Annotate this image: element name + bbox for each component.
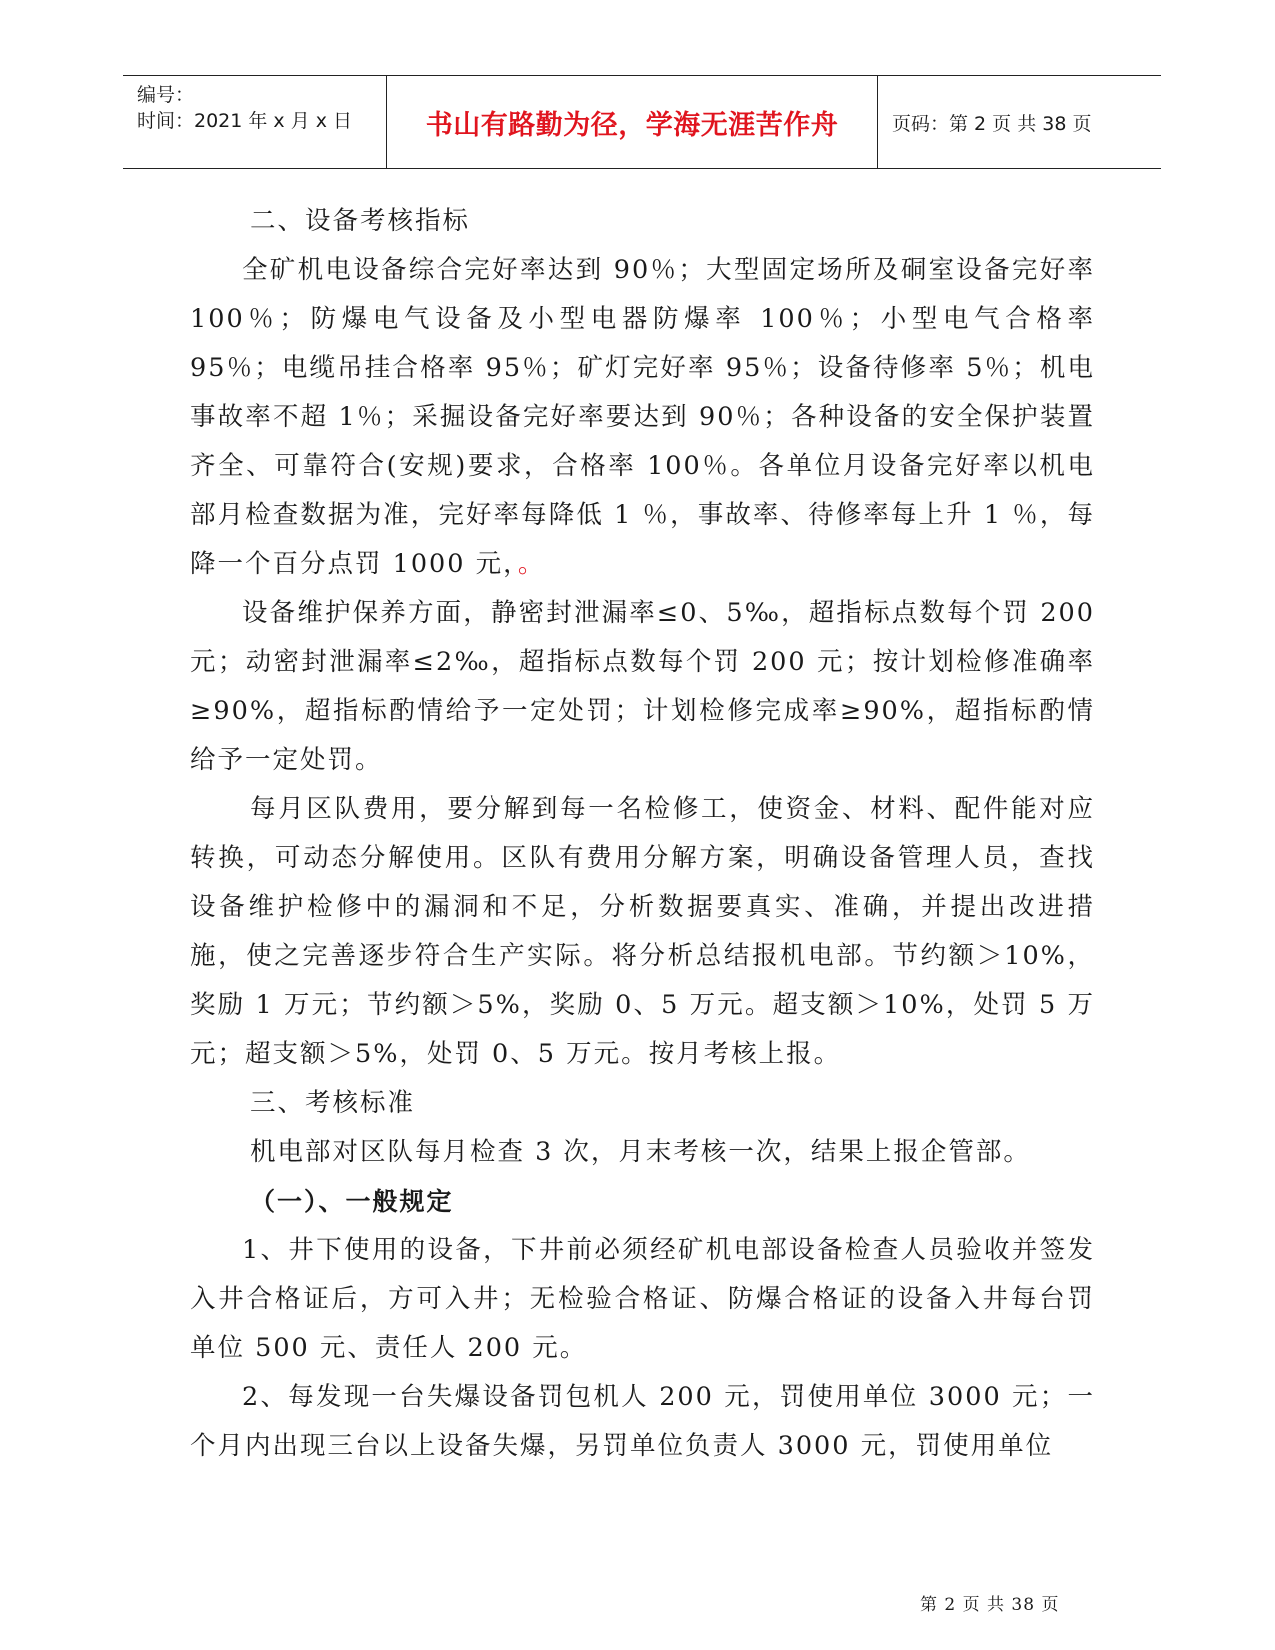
subsection-title-general: （一）、一般规定 [250, 1187, 454, 1216]
paragraph-indicators: 全矿机电设备综合完好率达到 90％；大型固定场所及硐室设备完好率 100％；防爆电气设备及小型电器防爆率 100％；小型电气合格率 95％；电缆吊挂合格率 95％；矿灯完好率 95％；设备待修率 5％；机电事故率不超 1％；采掘设备完好率要达到 90％；各种设备的安全保护装置齐全、可靠符合(安规)要求，合格率 100％。各单位月设备完好率以机电部月检查数据为准，完好率每降低 1 ％，事故率、待修率每上升 1 ％，每降一个百分点罚 1000 元，。 [190, 255, 1095, 579]
document-number-label: 编号： [137, 84, 195, 106]
header-motto-cell [386, 76, 878, 168]
document-date-label: 时间：2021 年 x 月 x 日 [137, 110, 353, 132]
header-meta-cell [123, 76, 386, 168]
paragraph-rule-1: 1、井下使用的设备，下井前必须经矿机电部设备检查人员验收并签发入井合格证后，方可入井；无检验合格证、防爆合格证的设备入井每台罚单位 500 元、责任人 200 元。 [190, 1235, 1095, 1363]
page-footer: 第 2 页 共 38 页 [920, 1595, 1060, 1615]
paragraph-inspection: 机电部对区队每月检查 3 次，月末考核一次，结果上报企管部。 [250, 1137, 1031, 1167]
paragraph-costs: 每月区队费用，要分解到每一名检修工，使资金、材料、配件能对应转换，可动态分解使用。区队有费用分解方案，明确设备管理人员，查找设备维护检修中的漏洞和不足，分析数据要真实、准确，并提出改进措施，使之完善逐步符合生产实际。将分析总结报机电部。节约额＞10%，奖励 1 万元；节约额＞5%，奖励 0、5 万元。超支额＞10%，处罚 5 万元；超支额＞5%，处罚 0、5 万元。按月考核上报。 [190, 794, 1095, 1069]
paragraph-rule-2: 2、每发现一台失爆设备罚包机人 200 元，罚使用单位 3000 元；一个月内出现三台以上设备失爆，另罚单位负责人 3000 元，罚使用单位 [190, 1382, 1095, 1461]
header-page-info: 页码：第 2 页 共 38 页 [892, 112, 1092, 135]
header-motto: 书山有路勤为径，学海无涯苦作舟 [425, 109, 839, 141]
section-title-standards: 三、考核标准 [250, 1088, 416, 1118]
document-body [190, 197, 1095, 1471]
section-title-indicators: 二、设备考核指标 [250, 206, 471, 236]
red-period: 。 [517, 549, 546, 579]
document-header [123, 75, 1161, 169]
paragraph-maintenance: 设备维护保养方面，静密封泄漏率≤0、5‰，超指标点数每个罚 200 元；动密封泄漏率≤2‰，超指标点数每个罚 200 元；按计划检修准确率≥90%，超指标酌情给予一定处罚；计划检修完成率≥90%，超指标酌情给予一定处罚。 [190, 598, 1095, 775]
header-page-cell [878, 76, 1161, 168]
